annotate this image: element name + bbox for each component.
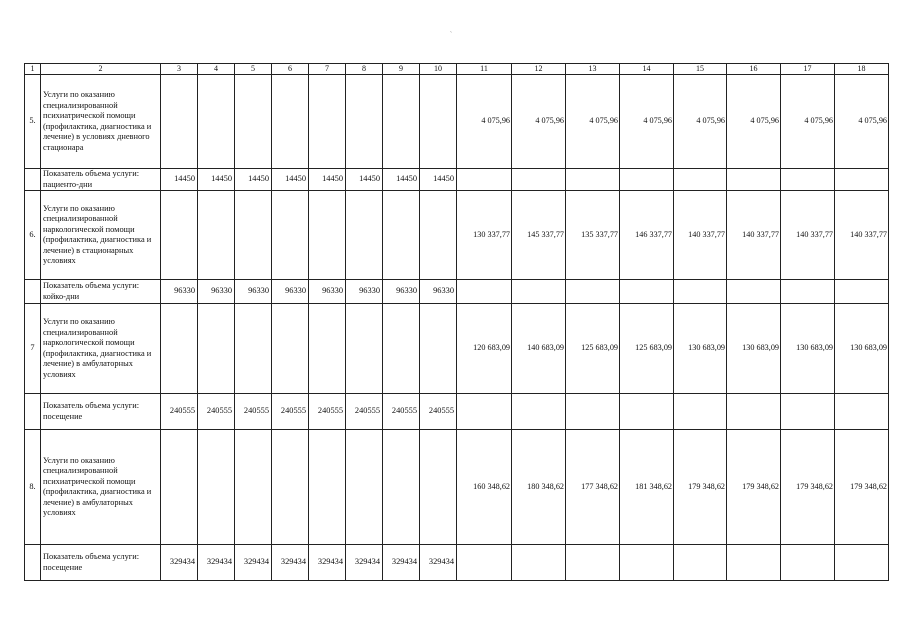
indicator-description: Показатель объема услуги: посещение — [41, 394, 161, 430]
volume-cell: 329434 — [420, 545, 457, 581]
budget-table — [24, 63, 889, 581]
empty-cell — [727, 545, 781, 581]
volume-cell: 96330 — [272, 280, 309, 304]
empty-cell — [235, 304, 272, 394]
volume-cell: 14450 — [346, 169, 383, 191]
amount-cell: 140 337,77 — [727, 191, 781, 280]
indicator-row — [25, 394, 889, 430]
empty-cell — [161, 304, 198, 394]
volume-cell: 329434 — [198, 545, 235, 581]
header-cell: 16 — [727, 64, 781, 75]
amount-cell: 130 337,77 — [457, 191, 512, 280]
empty-cell — [420, 430, 457, 545]
volume-cell: 96330 — [420, 280, 457, 304]
row-number — [25, 169, 41, 191]
empty-cell — [457, 169, 512, 191]
amount-cell: 179 348,62 — [674, 430, 727, 545]
volume-cell: 240555 — [272, 394, 309, 430]
row-number: 7 — [25, 304, 41, 394]
header-row — [25, 64, 889, 75]
empty-cell — [198, 304, 235, 394]
indicator-description: Показатель объема услуги: койко-дни — [41, 280, 161, 304]
amount-cell: 130 683,09 — [674, 304, 727, 394]
empty-cell — [235, 191, 272, 280]
amount-cell: 4 075,96 — [835, 75, 889, 169]
service-description: Услуги по оказанию специализированной психиатрической помощи (профилактика, диагностика и лечение) в амбулаторных условиях — [41, 430, 161, 545]
volume-cell: 240555 — [346, 394, 383, 430]
empty-cell — [620, 545, 674, 581]
empty-cell — [309, 430, 346, 545]
service-row — [25, 191, 889, 280]
empty-cell — [161, 430, 198, 545]
empty-cell — [835, 394, 889, 430]
empty-cell — [566, 169, 620, 191]
volume-cell: 96330 — [235, 280, 272, 304]
row-number — [25, 394, 41, 430]
amount-cell: 179 348,62 — [781, 430, 835, 545]
empty-cell — [309, 304, 346, 394]
amount-cell: 177 348,62 — [566, 430, 620, 545]
empty-cell — [420, 304, 457, 394]
empty-cell — [383, 191, 420, 280]
volume-cell: 14450 — [309, 169, 346, 191]
header-cell: 14 — [620, 64, 674, 75]
service-description: Услуги по оказанию специализированной наркологической помощи (профилактика, диагностика и лечение) в амбулаторных условиях — [41, 304, 161, 394]
header-cell: 6 — [272, 64, 309, 75]
empty-cell — [198, 191, 235, 280]
volume-cell: 14450 — [198, 169, 235, 191]
header-cell: 13 — [566, 64, 620, 75]
volume-cell: 240555 — [420, 394, 457, 430]
header-cell: 15 — [674, 64, 727, 75]
empty-cell — [512, 394, 566, 430]
header-cell: 10 — [420, 64, 457, 75]
volume-cell: 14450 — [420, 169, 457, 191]
amount-cell: 4 075,96 — [566, 75, 620, 169]
empty-cell — [198, 75, 235, 169]
service-description: Услуги по оказанию специализированной психиатрической помощи (профилактика, диагностика и лечение) в условиях дневного стационара — [41, 75, 161, 169]
empty-cell — [272, 75, 309, 169]
volume-cell: 96330 — [383, 280, 420, 304]
empty-cell — [835, 545, 889, 581]
service-description: Услуги по оказанию специализированной наркологической помощи (профилактика, диагностика и лечение) в стационарных условиях — [41, 191, 161, 280]
volume-cell: 329434 — [309, 545, 346, 581]
amount-cell: 135 337,77 — [566, 191, 620, 280]
empty-cell — [383, 430, 420, 545]
empty-cell — [457, 280, 512, 304]
row-number: 6. — [25, 191, 41, 280]
empty-cell — [781, 169, 835, 191]
empty-cell — [457, 394, 512, 430]
header-cell: 18 — [835, 64, 889, 75]
amount-cell: 120 683,09 — [457, 304, 512, 394]
amount-cell: 180 348,62 — [512, 430, 566, 545]
amount-cell: 140 683,09 — [512, 304, 566, 394]
empty-cell — [727, 394, 781, 430]
empty-cell — [566, 545, 620, 581]
empty-cell — [835, 280, 889, 304]
amount-cell: 146 337,77 — [620, 191, 674, 280]
empty-cell — [346, 430, 383, 545]
amount-cell: 4 075,96 — [620, 75, 674, 169]
empty-cell — [620, 169, 674, 191]
row-number: 8. — [25, 430, 41, 545]
amount-cell: 140 337,77 — [674, 191, 727, 280]
empty-cell — [512, 545, 566, 581]
empty-cell — [346, 75, 383, 169]
volume-cell: 240555 — [383, 394, 420, 430]
empty-cell — [420, 191, 457, 280]
volume-cell: 14450 — [235, 169, 272, 191]
header-cell: 5 — [235, 64, 272, 75]
empty-cell — [309, 191, 346, 280]
empty-cell — [235, 430, 272, 545]
service-row — [25, 430, 889, 545]
indicator-row — [25, 545, 889, 581]
amount-cell: 4 075,96 — [674, 75, 727, 169]
volume-cell: 240555 — [198, 394, 235, 430]
amount-cell: 130 683,09 — [835, 304, 889, 394]
empty-cell — [309, 75, 346, 169]
empty-cell — [346, 304, 383, 394]
header-cell: 1 — [25, 64, 41, 75]
empty-cell — [781, 394, 835, 430]
row-number — [25, 280, 41, 304]
empty-cell — [198, 430, 235, 545]
volume-cell: 14450 — [383, 169, 420, 191]
row-number: 5. — [25, 75, 41, 169]
indicator-row — [25, 169, 889, 191]
volume-cell: 329434 — [161, 545, 198, 581]
volume-cell: 96330 — [198, 280, 235, 304]
volume-cell: 96330 — [346, 280, 383, 304]
empty-cell — [674, 169, 727, 191]
amount-cell: 130 683,09 — [781, 304, 835, 394]
empty-cell — [161, 75, 198, 169]
empty-cell — [383, 75, 420, 169]
amount-cell: 179 348,62 — [835, 430, 889, 545]
empty-cell — [512, 169, 566, 191]
empty-cell — [674, 394, 727, 430]
header-cell: 2 — [41, 64, 161, 75]
header-cell: 11 — [457, 64, 512, 75]
empty-cell — [781, 545, 835, 581]
header-cell: 9 — [383, 64, 420, 75]
amount-cell: 140 337,77 — [835, 191, 889, 280]
header-cell: 7 — [309, 64, 346, 75]
header-cell: 4 — [198, 64, 235, 75]
volume-cell: 14450 — [161, 169, 198, 191]
indicator-row — [25, 280, 889, 304]
empty-cell — [272, 430, 309, 545]
service-row — [25, 304, 889, 394]
row-number — [25, 545, 41, 581]
amount-cell: 125 683,09 — [566, 304, 620, 394]
empty-cell — [457, 545, 512, 581]
header-cell: 8 — [346, 64, 383, 75]
amount-cell: 140 337,77 — [781, 191, 835, 280]
volume-cell: 240555 — [309, 394, 346, 430]
volume-cell: 329434 — [383, 545, 420, 581]
empty-cell — [835, 169, 889, 191]
amount-cell: 145 337,77 — [512, 191, 566, 280]
empty-cell — [781, 280, 835, 304]
amount-cell: 181 348,62 — [620, 430, 674, 545]
service-row — [25, 75, 889, 169]
volume-cell: 96330 — [161, 280, 198, 304]
amount-cell: 4 075,96 — [512, 75, 566, 169]
amount-cell: 130 683,09 — [727, 304, 781, 394]
empty-cell — [272, 304, 309, 394]
empty-cell — [512, 280, 566, 304]
empty-cell — [674, 280, 727, 304]
empty-cell — [420, 75, 457, 169]
empty-cell — [620, 394, 674, 430]
empty-cell — [346, 191, 383, 280]
empty-cell — [727, 169, 781, 191]
header-cell: 12 — [512, 64, 566, 75]
empty-cell — [383, 304, 420, 394]
volume-cell: 329434 — [346, 545, 383, 581]
empty-cell — [566, 280, 620, 304]
amount-cell: 160 348,62 — [457, 430, 512, 545]
indicator-description: Показатель объема услуги: пациенто-дни — [41, 169, 161, 191]
header-cell: 17 — [781, 64, 835, 75]
volume-cell: 240555 — [161, 394, 198, 430]
empty-cell — [272, 191, 309, 280]
amount-cell: 125 683,09 — [620, 304, 674, 394]
amount-cell: 4 075,96 — [727, 75, 781, 169]
empty-cell — [566, 394, 620, 430]
volume-cell: 240555 — [235, 394, 272, 430]
empty-cell — [161, 191, 198, 280]
indicator-description: Показатель объема услуги: посещение — [41, 545, 161, 581]
header-cell: 3 — [161, 64, 198, 75]
volume-cell: 14450 — [272, 169, 309, 191]
volume-cell: 329434 — [272, 545, 309, 581]
amount-cell: 4 075,96 — [457, 75, 512, 169]
empty-cell — [727, 280, 781, 304]
volume-cell: 329434 — [235, 545, 272, 581]
amount-cell: 4 075,96 — [781, 75, 835, 169]
volume-cell: 96330 — [309, 280, 346, 304]
page-mark: ` — [450, 32, 452, 38]
empty-cell — [620, 280, 674, 304]
empty-cell — [674, 545, 727, 581]
amount-cell: 179 348,62 — [727, 430, 781, 545]
empty-cell — [235, 75, 272, 169]
